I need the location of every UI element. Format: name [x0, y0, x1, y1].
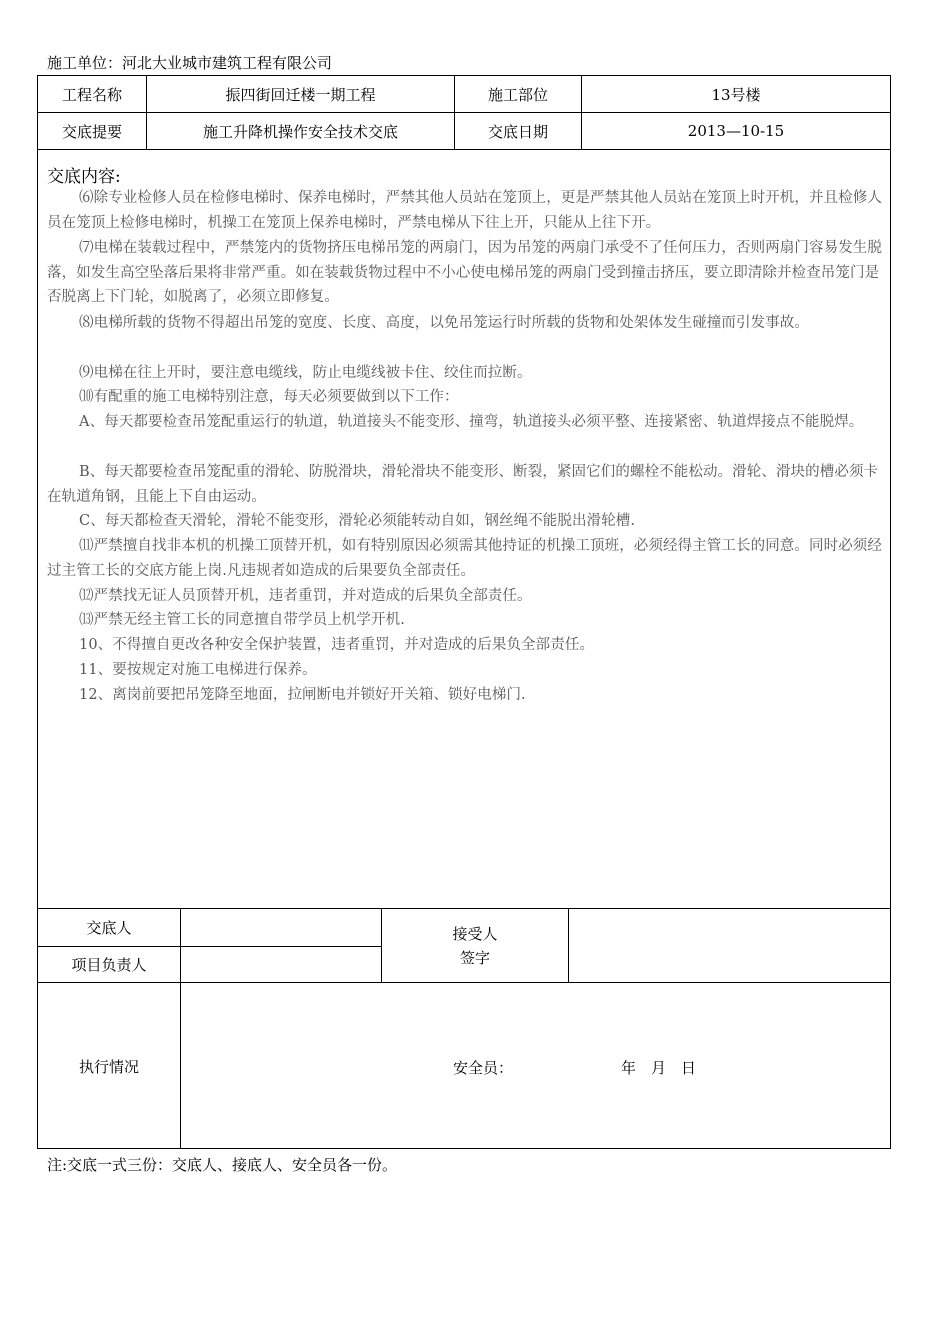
date-value: 2013—10-15: [687, 122, 785, 140]
execution-label: 执行情况: [78, 1057, 139, 1076]
project-manager-signature-field[interactable]: [181, 947, 381, 982]
receiver-label-line2: 签字: [459, 948, 490, 967]
receiver-signature-field[interactable]: [569, 909, 890, 982]
content-paragraph: B、每天都要检查吊笼配重的滑轮、防脱滑块，滑轮滑块不能变形、断裂，紧固它们的螺栓不能松动。滑轮、滑块的槽必须卡在轨道角钢，且能上下自由运动。: [47, 464, 879, 505]
content-title: 交底内容:: [47, 167, 121, 187]
content-paragraph: ⑿严禁找无证人员顶替开机，违者重罚，并对造成的后果负全部责任。: [79, 588, 532, 604]
date-label: 交底日期: [487, 122, 548, 141]
date-placeholder: 年 月 日: [621, 1059, 697, 1077]
location-value: 13号楼: [711, 85, 761, 104]
content-paragraph: ⑾严禁擅自找非本机的机操工顶替开机，如有特别原因必须需其他持证的机操工顶班，必须经得主管工长的同意。同时必须经过主管工长的交底方能上岗.凡违规者如造成的后果要负全部责任。: [47, 538, 882, 579]
content-paragraph: 10、不得擅自更改各种安全保护装置，违者重罚，并对造成的后果负全部责任。: [79, 637, 595, 653]
project-name-value: 振四街回迁楼一期工程: [225, 85, 376, 104]
content-paragraph: ⑺电梯在装载过程中，严禁笼内的货物挤压电梯吊笼的两扇门，因为吊笼的两扇门承受不了任何压力，否则两扇门容易发生脱落，如发生高空坠落后果将非常严重。如在装载货物过程中不小心使电梯吊笼的两扇门受到撞击挤压，要立即清除并检查吊笼门是否脱离上下门轮，如脱离了，必须立即修复。: [47, 240, 882, 306]
receiver-label-line1: 接受人: [452, 924, 498, 943]
safety-officer-label: 安全员：: [453, 1059, 514, 1077]
content-paragraph: C、每天都检查天滑轮，滑轮不能变形，滑轮必须能转动自如，钢丝绳不能脱出滑轮槽.: [79, 513, 636, 529]
project-manager-label: 项目负责人: [71, 956, 147, 974]
content-paragraph: ⑻电梯所载的货物不得超出吊笼的宽度、长度、高度，以免吊笼运行时所载的货物和处架体发生碰撞而引发事故。: [79, 315, 809, 331]
row-divider: [37, 149, 891, 150]
content-paragraph: ⑽有配重的施工电梯特别注意，每天必须要做到以下工作：: [79, 389, 459, 405]
footer-note: 注:交底一式三份：交底人、接底人、安全员各一份。: [47, 1156, 398, 1174]
content-paragraph: 11、要按规定对施工电梯进行保养。: [79, 662, 317, 678]
discloser-label: 交底人: [86, 919, 132, 937]
project-name-label: 工程名称: [61, 85, 122, 104]
content-paragraph: ⑹除专业检修人员在检修电梯时、保养电梯时，严禁其他人员站在笼顶上，更是严禁其他人员站在笼顶上时开机，并且检修人员在笼顶上检修电梯时，机操工在笼顶上保养电梯时，严禁电梯从下往上开，只能从上往下开。: [47, 190, 882, 231]
discloser-signature-field[interactable]: [181, 909, 381, 946]
location-label: 施工部位: [487, 85, 548, 104]
company-header: 施工单位：河北大业城市建筑工程有限公司: [47, 54, 333, 72]
content-paragraph: A、每天都要检查吊笼配重运行的轨道，轨道接头不能变形、撞弯，轨道接头必须平整、连接紧密、轨道焊接点不能脱焊。: [79, 414, 864, 430]
receiver-label: [382, 909, 568, 982]
content-paragraph: ⒀严禁无经主管工长的同意擅自带学员上机学开机.: [79, 612, 405, 628]
content-paragraph: ⑼电梯在往上开时，要注意电缆线，防止电缆线被卡住、绞住而拉断。: [79, 365, 532, 381]
content-paragraph: 12、离岗前要把吊笼降至地面，拉闸断电并锁好开关箱、锁好电梯门.: [79, 687, 526, 703]
summary-label: 交底提要: [61, 122, 122, 141]
summary-value: 施工升降机操作安全技术交底: [202, 122, 398, 141]
